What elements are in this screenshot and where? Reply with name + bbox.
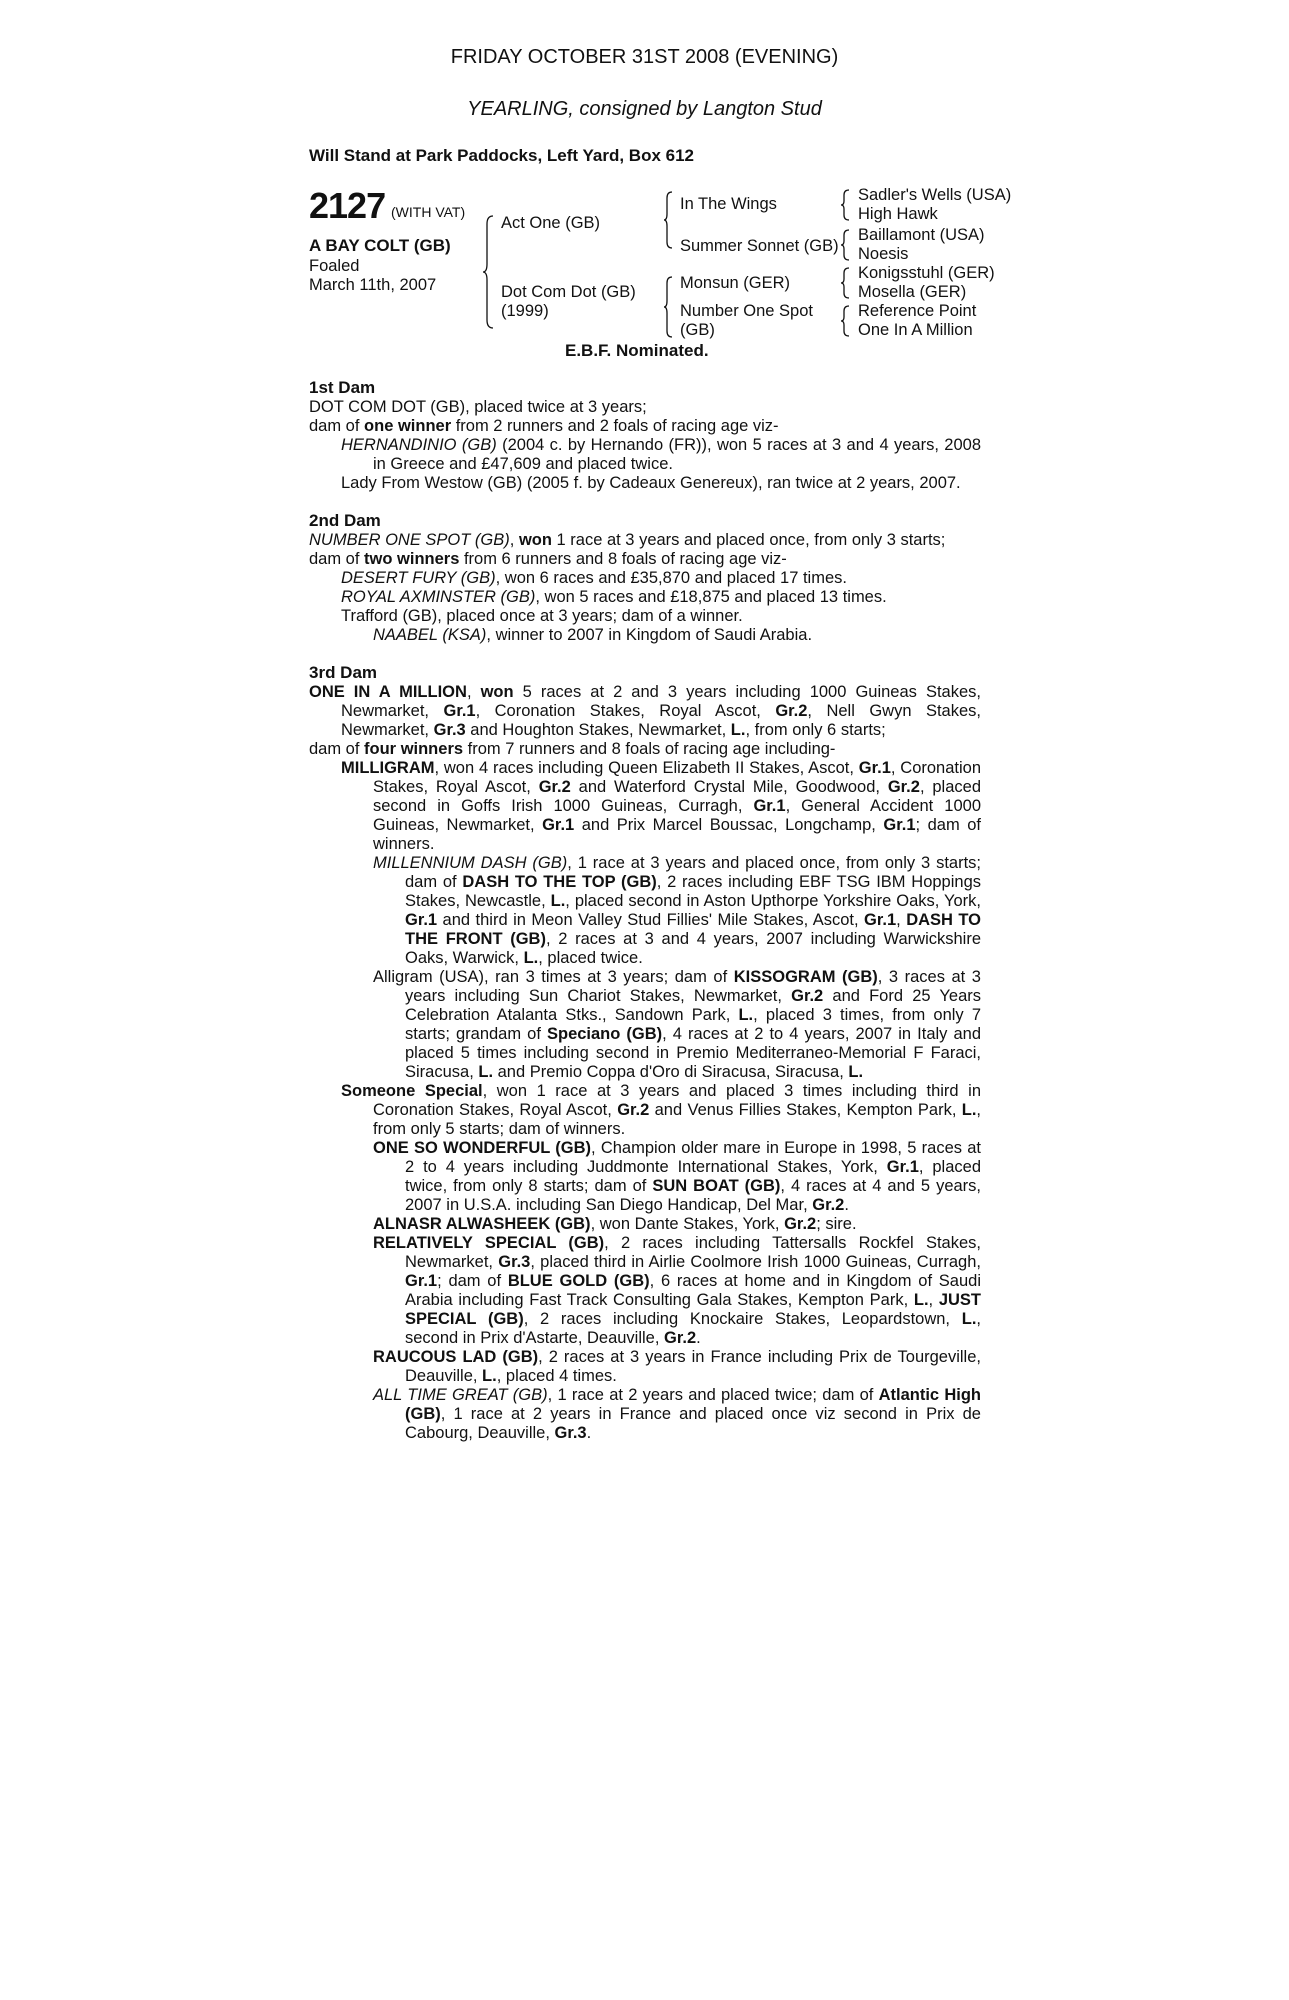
first-dam-produce-item: Lady From Westow (GB) (2005 f. by Cadeaux Genereux), ran twice at 2 years, 2007. [341,474,961,492]
first-dam-produce-item: HERNANDINIO (GB) (2004 c. by Hernando (FR)), won 5 races at 3 and 4 years, 2008 in Greece and £47,609 and placed twice. [341,436,982,473]
first-dam-section [309,377,981,493]
first-dam-produce-summary: dam of one winner from 2 runners and 2 foals of racing age viz- [309,417,779,435]
pedigree-bracket-sire [664,192,674,248]
second-dam-section [309,510,981,645]
vat-note: (WITH VAT) [391,204,466,220]
pedigree-dam-dam-suffix: (GB) [680,321,715,339]
pedigree-bracket-ggp-3 [841,268,851,298]
pedigree-ggp-7: Reference Point [858,302,977,320]
pedigree-dam-year: (1999) [501,302,549,320]
sale-date-heading: FRIDAY OCTOBER 31ST 2008 (EVENING) [450,46,839,68]
foaled-label: Foaled [309,257,360,275]
pedigree-ggp-8: One In A Million [858,321,973,339]
pedigree-sire-sire: In The Wings [680,195,777,213]
third-dam-grandproduce-item: RAUCOUS LAD (GB), 2 races at 3 years in France including Prix de Tourgeville, Deauville, L., placed 4 times. [373,1348,981,1385]
pedigree-bracket-ggp-2 [841,230,851,260]
pedigree-sire-dam: Summer Sonnet (GB) [680,237,839,255]
third-dam-grandproduce-item: Alligram (USA), ran 3 times at 3 years; dam of KISSOGRAM (GB), 3 races at 3 years including Sun Chariot Stakes, Newmarket, Gr.2 and Ford 25 Years Celebration Atalanta Stks., Sandown Park, L., placed 3 times, from only 7 starts; grandam of Speciano (GB), 4 races at 2 to 4 years, 2007 in Italy and placed 5 times including second in Premio Mediterraneo-Memorial F Faraci, Siracusa, L. and Premio Coppa d'Oro di Siracusa, Siracusa, L. [373,968,982,1081]
pedigree-dam-dam: Number One Spot [680,302,813,320]
pedigree-ggp-6: Mosella (GER) [858,283,967,301]
pedigree-ggp-5: Konigsstuhl (GER) [858,264,995,282]
third-dam-produce-summary: dam of four winners from 7 runners and 8 foals of racing age including- [309,740,836,758]
pedigree-dam-sire: Monsun (GER) [680,274,791,292]
pedigree-ggp-2: High Hawk [858,205,938,223]
second-dam-produce-item: Trafford (GB), placed once at 3 years; dam of a winner. [341,607,743,625]
stand-location: Will Stand at Park Paddocks, Left Yard, Box 612 [309,146,694,165]
third-dam-grandproduce-item: RELATIVELY SPECIAL (GB), 2 races including Tattersalls Rockfel Stakes, Newmarket, Gr.3, placed third in Airlie Coolmore Irish 1000 Guineas, Curragh, Gr.1; dam of BLUE GOLD (GB), 6 races at home and in Kingdom of Saudi Arabia including Fast Track Consulting Gala Stakes, Kempton Park, L., JUST SPECIAL (GB), 2 races including Knockaire Stakes, Leopardstown, L., second in Prix d'Astarte, Deauville, Gr.2. [373,1234,982,1347]
second-dam-produce-item: ROYAL AXMINSTER (GB), won 5 races and £18,875 and placed 13 times. [341,588,887,606]
first-dam-heading: 1st Dam [309,378,376,397]
third-dam-grandproduce-item: ALNASR ALWASHEEK (GB), won Dante Stakes, York, Gr.2; sire. [373,1215,857,1233]
second-dam-produce-item: DESERT FURY (GB), won 6 races and £35,870 and placed 17 times. [341,569,847,587]
second-dam-heading: 2nd Dam [309,511,381,530]
second-dam-grandproduce-item: NAABEL (KSA), winner to 2007 in Kingdom of Saudi Arabia. [373,626,813,644]
consignment-subtitle: YEARLING, consigned by Langton Stud [467,98,822,120]
pedigree-bracket-main [483,216,495,328]
third-dam-grandproduce-item: ONE SO WONDERFUL (GB), Champion older mare in Europe in 1998, 5 races at 2 to 4 years including Juddmonte International Stakes, York, Gr.1, placed twice, from only 8 starts; dam of SUN BOAT (GB), 4 races at 4 and 5 years, 2007 in U.S.A. including San Diego Handicap, Del Mar, Gr.2. [373,1139,982,1214]
pedigree-sire: Act One (GB) [501,214,601,232]
pedigree-bracket-ggp-1 [841,190,851,220]
lot-number: 2127 [309,185,386,226]
pedigree-ggp-4: Noesis [858,245,909,263]
second-dam-produce-summary: dam of two winners from 6 runners and 8 foals of racing age viz- [309,550,787,568]
pedigree-ggp-1: Sadler's Wells (USA) [858,186,1012,204]
first-dam-line: DOT COM DOT (GB), placed twice at 3 years; [309,398,647,416]
pedigree-bracket-dam [664,277,674,337]
third-dam-produce-item: Someone Special, won 1 race at 3 years and placed 3 times including third in Coronation Stakes, Royal Ascot, Gr.2 and Venus Fillies Stakes, Kempton Park, L., from only 5 starts; dam of winners. [341,1082,982,1138]
foaled-date: March 11th, 2007 [309,276,437,294]
third-dam-heading: 3rd Dam [309,663,378,682]
second-dam-line: NUMBER ONE SPOT (GB), won 1 race at 3 years and placed once, from only 3 starts; [309,531,946,549]
ebf-nomination: E.B.F. Nominated. [565,341,709,360]
pedigree-dam: Dot Com Dot (GB) [501,283,636,301]
pedigree-ggp-3: Baillamont (USA) [858,226,985,244]
third-dam-grandproduce-item: ALL TIME GREAT (GB), 1 race at 2 years and placed twice; dam of Atlantic High (GB), 1 race at 2 years in France and placed once viz second in Prix de Cabourg, Deauville, Gr.3. [373,1386,981,1442]
third-dam-section [309,662,981,1443]
lot-description: A BAY COLT (GB) [309,236,451,255]
third-dam-produce-item: MILLIGRAM, won 4 races including Queen Elizabeth II Stakes, Ascot, Gr.1, Coronation Stakes, Royal Ascot, Gr.2 and Waterford Crystal Mile, Goodwood, Gr.2, placed second in Goffs Irish 1000 Guineas, Curragh, Gr.1, General Accident 1000 Guineas, Newmarket, Gr.1 and Prix Marcel Boussac, Longchamp, Gr.1; dam of winners. [341,759,982,853]
third-dam-line: ONE IN A MILLION, won 5 races at 2 and 3 years including 1000 Guineas Stakes, Newmarket, Gr.1, Coronation Stakes, Royal Ascot, Gr.2, Nell Gwyn Stakes, Newmarket, Gr.3 and Houghton Stakes, Newmarket, L., from only 6 starts; [309,683,981,739]
third-dam-grandproduce-item: MILLENNIUM DASH (GB), 1 race at 3 years and placed once, from only 3 starts; dam of DASH TO THE TOP (GB), 2 races including EBF TSG IBM Hoppings Stakes, Newcastle, L., placed second in Aston Upthorpe Yorkshire Oaks, York, Gr.1 and third in Meon Valley Stud Fillies' Mile Stakes, Ascot, Gr.1, DASH TO THE FRONT (GB), 2 races at 3 and 4 years, 2007 including Warwickshire Oaks, Warwick, L., placed twice. [373,854,982,967]
pedigree-bracket-ggp-4 [841,306,851,336]
